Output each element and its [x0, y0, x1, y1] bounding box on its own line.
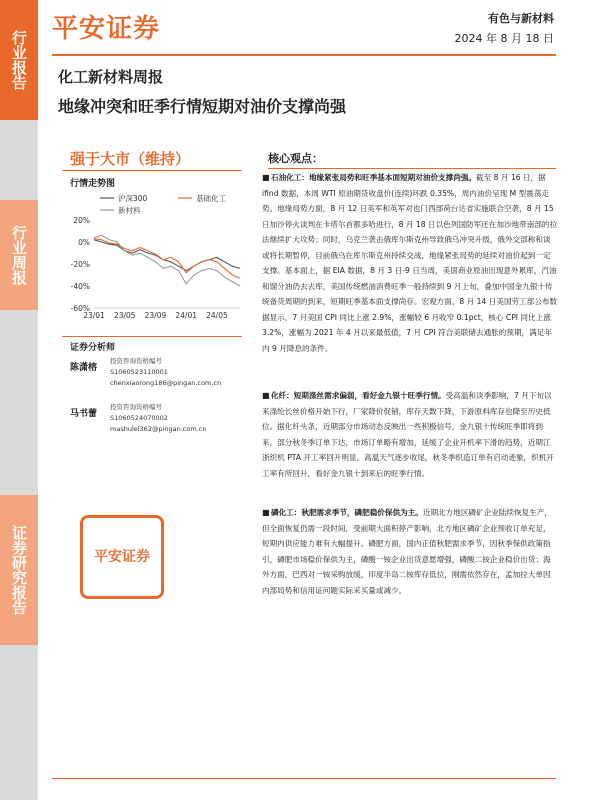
sector-label: 有色与新材料 [488, 12, 554, 25]
paragraph-lead: 化纤：短期涤丝需求偏弱，看好金九银十旺季行情。 [271, 391, 446, 400]
paragraph-lead: 石油化工：地缘紧张局势和旺季基本面短期对油价支撑尚强。 [271, 173, 477, 182]
legend-label: 沪深300 [118, 194, 148, 203]
sidebar-label-research: 证券研究报告 [0, 495, 38, 645]
rating-divider [62, 170, 242, 171]
footer-divider [52, 778, 556, 779]
y-tick-label: 0% [78, 238, 90, 247]
legend-label: 基础化工 [196, 194, 226, 203]
y-tick-label: -20% [70, 260, 90, 269]
core-divider [268, 168, 556, 169]
analyst-qualification: 投资咨询资格编号 [110, 403, 162, 411]
bullet-icon: ■ [262, 391, 270, 400]
sidebar-label-industry-report: 行业报告 [0, 0, 38, 120]
x-tick-label: 24/05 [206, 311, 228, 320]
x-tick-label: 24/01 [175, 311, 198, 320]
bullet-icon: ■ [262, 508, 270, 517]
analyst-code: S1060524070002 [110, 414, 168, 422]
analyst-info [110, 356, 221, 389]
qr-logo-text: 平安证券 [94, 548, 150, 565]
chart-divider [62, 336, 242, 337]
bullet-icon: ■ [262, 173, 270, 182]
x-tick-label: 23/05 [113, 311, 136, 320]
sidebar [0, 0, 38, 800]
paragraph-lead: 磷化工：秋肥需求季节，磷肥稳价保供为主。 [271, 508, 423, 517]
pingan-logo: 平安证券 [52, 14, 161, 44]
core-views-title: 核心观点： [268, 152, 323, 165]
y-tick-label: -60% [70, 304, 90, 313]
paragraph-body: 近期北方地区磷矿企业陆续恢复生产，但全面恢复仍需一段时间，受前期大面积停产影响，北方地区磷矿企业预收订单充足，短期内供应能力难有大幅提升。磷肥方面，国内正值秋肥需求季节，因秋季保供政策指引，磷肥市场稳价保供为主，磷酸一铵企业出货意愿增强，磷酸二铵企业稳价出货；海外方面，巴西对一铵采购放缓，印度半岛二铵库存低位，刚需依然存在，孟加拉大单因内部局势和信用证问题实际采买量或减少。 [262, 508, 552, 595]
legend-label: 新材料 [118, 206, 141, 215]
paragraph-petrochemical [262, 170, 558, 356]
x-tick-label: 23/01 [83, 311, 105, 320]
analysts-title: 证券分析师 [70, 343, 116, 353]
report-date: 2024 年 8 月 18 日 [454, 32, 554, 45]
header-divider [52, 54, 556, 56]
sidebar-label-weekly: 行业周报 [0, 200, 38, 310]
analyst-name: 陈潇榕 [70, 363, 98, 373]
analyst-email[interactable]: chenxiaorong186@pingan.com.cn [110, 379, 222, 387]
analyst-name: 马书蕾 [70, 409, 98, 419]
x-tick-label: 23/09 [144, 311, 167, 320]
paragraph-fiber [262, 388, 558, 481]
paragraph-body: 受高温和淡季影响，7 月下旬以来涤纶长丝价格开始下行，厂家降价促销，库存天数下降，下游原料库存也降至历史低位。据化纤头条，近期部分市场动态反映出一些积极信号，金九银十传统旺季即将到来，部分秋冬季订单下达，市场订单略有增加，延缓了企业开机率下滑的趋势，近期江浙织机 PTA 开工率回升明显。高温天气逐步收尾，秋冬季织造订单有启动迹象，织机开工率有所回升，看好金九银十到来后的旺季行情。 [262, 391, 555, 478]
trend-chart-title: 行情走势图 [70, 179, 116, 189]
analyst-qualification: 投资咨询资格编号 [110, 357, 162, 365]
qr-code[interactable] [80, 515, 164, 599]
y-tick-label: 20% [73, 216, 90, 225]
report-type: 化工新材料周报 [58, 68, 164, 86]
paragraph-phosphate [262, 505, 558, 598]
y-tick-label: -40% [70, 282, 90, 291]
trend-chart [60, 190, 250, 330]
trend-chart-svg [60, 190, 250, 330]
rating: 强于大市（维持） [70, 150, 191, 168]
analyst-code: S1060523110001 [110, 368, 168, 376]
analyst-email[interactable]: mashulei362@pingan.com.cn [110, 425, 207, 433]
paragraph-body: 截至 8 月 16 日，据 ifind 数据，本周 WTI 原油期货收盘价(连续)环跌 0.35%，周内油价呈现 M 型震荡走势。地缘局势方面，8 月 12 日美军和英军对也门西部荷台达省实施联合空袭，8 月 15 日加沙停火谈判在卡塔尔首都多哈进行，8 月 18 日以色列国防军还在加沙地带南部的拉法继续扩大攻势；同时，乌克兰袭击俄库尔斯克州导致俄乌冲突升级，俄外交部称和谈或将长期暂停，目前俄乌在库尔斯克州持续交战，地缘紧张局势的延续对油价起到一定支撑。基本面上，据 EIA 数据，8 月 3 日-9 日当周，美国商业原油出现意外累库，汽油和馏分油仍去去库，美国传统燃油消费旺季一般持续到 9 月上旬，叠加中国金九银十传统备货周期的到来，短期旺季基本面支撑尚存。宏观方面，8 月 14 日美国劳工部公布数据显示，7 月美国 CPI 同比上涨 2.9%，涨幅较 6 月收窄 0.1pct，核心 CPI 同比上涨 3.2%，涨幅为 2021 年 4 月以来最低值，7 月 CPI 符合美联储去通胀的预期，满足年内 9 月降息的条件。 [262, 173, 558, 353]
analyst-info [110, 402, 206, 435]
report-headline: 地缘冲突和旺季行情短期对油价支撑尚强 [58, 97, 347, 116]
